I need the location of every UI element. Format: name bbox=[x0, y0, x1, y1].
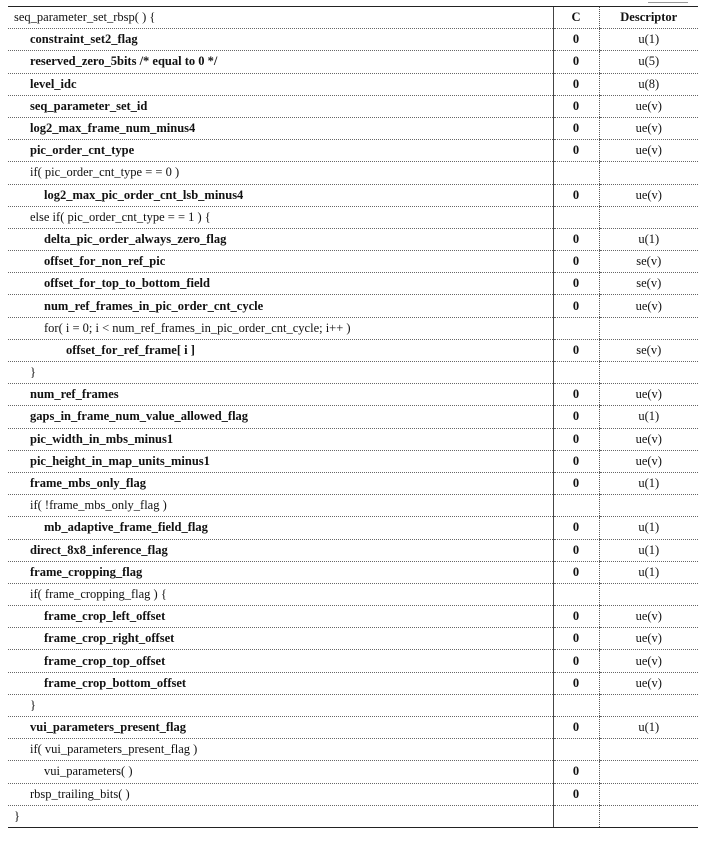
descriptor-cell: ue(v) bbox=[599, 428, 698, 450]
descriptor-cell bbox=[599, 362, 698, 384]
descriptor-cell bbox=[599, 162, 698, 184]
syntax-cell: seq_parameter_set_id bbox=[8, 95, 553, 117]
c-cell bbox=[553, 694, 599, 716]
syntax-cell: reserved_zero_5bits /* equal to 0 */ bbox=[8, 51, 553, 73]
c-cell bbox=[553, 162, 599, 184]
c-cell: 0 bbox=[553, 606, 599, 628]
c-cell bbox=[553, 206, 599, 228]
descriptor-cell: ue(v) bbox=[599, 650, 698, 672]
table-row bbox=[8, 140, 698, 162]
c-cell: 0 bbox=[553, 140, 599, 162]
syntax-cell: vui_parameters_present_flag bbox=[8, 717, 553, 739]
table-row bbox=[8, 95, 698, 117]
table-row bbox=[8, 29, 698, 51]
table-row bbox=[8, 561, 698, 583]
c-cell: 0 bbox=[553, 628, 599, 650]
table-row bbox=[8, 583, 698, 605]
c-cell: 0 bbox=[553, 384, 599, 406]
c-cell: 0 bbox=[553, 29, 599, 51]
descriptor-cell bbox=[599, 739, 698, 761]
table-row bbox=[8, 650, 698, 672]
table-row bbox=[8, 672, 698, 694]
table-header-row bbox=[8, 7, 698, 29]
syntax-cell: num_ref_frames bbox=[8, 384, 553, 406]
c-cell: 0 bbox=[553, 73, 599, 95]
table-row bbox=[8, 783, 698, 805]
syntax-cell: vui_parameters( ) bbox=[8, 761, 553, 783]
syntax-cell: else if( pic_order_cnt_type = = 1 ) { bbox=[8, 206, 553, 228]
descriptor-cell: se(v) bbox=[599, 339, 698, 361]
table-row bbox=[8, 317, 698, 339]
table-row bbox=[8, 628, 698, 650]
syntax-cell: frame_crop_bottom_offset bbox=[8, 672, 553, 694]
syntax-cell: frame_crop_right_offset bbox=[8, 628, 553, 650]
syntax-cell: if( pic_order_cnt_type = = 0 ) bbox=[8, 162, 553, 184]
descriptor-cell: ue(v) bbox=[599, 672, 698, 694]
document-page bbox=[8, 6, 698, 828]
table-row bbox=[8, 717, 698, 739]
descriptor-cell bbox=[599, 694, 698, 716]
descriptor-cell: ue(v) bbox=[599, 384, 698, 406]
table-row bbox=[8, 406, 698, 428]
descriptor-cell: u(1) bbox=[599, 472, 698, 494]
syntax-cell: rbsp_trailing_bits( ) bbox=[8, 783, 553, 805]
descriptor-cell: se(v) bbox=[599, 251, 698, 273]
descriptor-cell: u(1) bbox=[599, 539, 698, 561]
descriptor-cell: ue(v) bbox=[599, 95, 698, 117]
c-cell bbox=[553, 317, 599, 339]
header-syntax: seq_parameter_set_rbsp( ) { bbox=[8, 7, 553, 29]
syntax-cell: log2_max_frame_num_minus4 bbox=[8, 117, 553, 139]
c-cell bbox=[553, 805, 599, 827]
syntax-cell: frame_crop_top_offset bbox=[8, 650, 553, 672]
syntax-cell: for( i = 0; i < num_ref_frames_in_pic_order_cnt_cycle; i++ ) bbox=[8, 317, 553, 339]
descriptor-cell: u(1) bbox=[599, 517, 698, 539]
c-cell: 0 bbox=[553, 339, 599, 361]
descriptor-cell: ue(v) bbox=[599, 606, 698, 628]
syntax-cell: direct_8x8_inference_flag bbox=[8, 539, 553, 561]
table-row bbox=[8, 339, 698, 361]
descriptor-cell: u(1) bbox=[599, 406, 698, 428]
descriptor-cell bbox=[599, 495, 698, 517]
c-cell: 0 bbox=[553, 450, 599, 472]
c-cell: 0 bbox=[553, 273, 599, 295]
syntax-cell: constraint_set2_flag bbox=[8, 29, 553, 51]
descriptor-cell bbox=[599, 583, 698, 605]
descriptor-cell bbox=[599, 761, 698, 783]
descriptor-cell: u(1) bbox=[599, 29, 698, 51]
syntax-cell: gaps_in_frame_num_value_allowed_flag bbox=[8, 406, 553, 428]
syntax-cell: delta_pic_order_always_zero_flag bbox=[8, 228, 553, 250]
descriptor-cell: ue(v) bbox=[599, 628, 698, 650]
c-cell: 0 bbox=[553, 717, 599, 739]
table-row bbox=[8, 539, 698, 561]
c-cell: 0 bbox=[553, 95, 599, 117]
table-row bbox=[8, 495, 698, 517]
top-rule-mark bbox=[648, 2, 688, 6]
table-row bbox=[8, 295, 698, 317]
c-cell: 0 bbox=[553, 672, 599, 694]
syntax-cell: } bbox=[8, 694, 553, 716]
syntax-cell: frame_mbs_only_flag bbox=[8, 472, 553, 494]
header-c: C bbox=[553, 7, 599, 29]
descriptor-cell: ue(v) bbox=[599, 295, 698, 317]
descriptor-cell: u(5) bbox=[599, 51, 698, 73]
descriptor-cell: ue(v) bbox=[599, 117, 698, 139]
descriptor-cell bbox=[599, 805, 698, 827]
descriptor-cell: ue(v) bbox=[599, 184, 698, 206]
syntax-cell: level_idc bbox=[8, 73, 553, 95]
descriptor-cell: u(8) bbox=[599, 73, 698, 95]
table-row bbox=[8, 162, 698, 184]
c-cell bbox=[553, 362, 599, 384]
table-row bbox=[8, 273, 698, 295]
table-row bbox=[8, 228, 698, 250]
table-row bbox=[8, 450, 698, 472]
syntax-cell: offset_for_top_to_bottom_field bbox=[8, 273, 553, 295]
table-row bbox=[8, 472, 698, 494]
syntax-table bbox=[8, 6, 698, 828]
header-descriptor: Descriptor bbox=[599, 7, 698, 29]
c-cell: 0 bbox=[553, 251, 599, 273]
syntax-cell: if( !frame_mbs_only_flag ) bbox=[8, 495, 553, 517]
table-row bbox=[8, 805, 698, 827]
table-row bbox=[8, 362, 698, 384]
descriptor-cell bbox=[599, 317, 698, 339]
c-cell: 0 bbox=[553, 295, 599, 317]
table-row bbox=[8, 251, 698, 273]
syntax-cell: pic_order_cnt_type bbox=[8, 140, 553, 162]
descriptor-cell: ue(v) bbox=[599, 450, 698, 472]
c-cell: 0 bbox=[553, 428, 599, 450]
syntax-cell: num_ref_frames_in_pic_order_cnt_cycle bbox=[8, 295, 553, 317]
c-cell: 0 bbox=[553, 472, 599, 494]
table-row bbox=[8, 606, 698, 628]
table-row bbox=[8, 384, 698, 406]
c-cell: 0 bbox=[553, 184, 599, 206]
c-cell: 0 bbox=[553, 561, 599, 583]
descriptor-cell: u(1) bbox=[599, 561, 698, 583]
descriptor-cell bbox=[599, 783, 698, 805]
descriptor-cell: se(v) bbox=[599, 273, 698, 295]
table-row bbox=[8, 73, 698, 95]
syntax-cell: frame_crop_left_offset bbox=[8, 606, 553, 628]
table-row bbox=[8, 761, 698, 783]
syntax-cell: if( frame_cropping_flag ) { bbox=[8, 583, 553, 605]
c-cell: 0 bbox=[553, 117, 599, 139]
c-cell: 0 bbox=[553, 406, 599, 428]
table-row bbox=[8, 184, 698, 206]
c-cell: 0 bbox=[553, 650, 599, 672]
table-row bbox=[8, 51, 698, 73]
c-cell: 0 bbox=[553, 783, 599, 805]
descriptor-cell: ue(v) bbox=[599, 140, 698, 162]
table-row bbox=[8, 517, 698, 539]
syntax-cell: if( vui_parameters_present_flag ) bbox=[8, 739, 553, 761]
c-cell: 0 bbox=[553, 51, 599, 73]
syntax-cell: } bbox=[8, 805, 553, 827]
c-cell: 0 bbox=[553, 517, 599, 539]
syntax-cell: mb_adaptive_frame_field_flag bbox=[8, 517, 553, 539]
c-cell bbox=[553, 495, 599, 517]
table-row bbox=[8, 694, 698, 716]
descriptor-cell bbox=[599, 206, 698, 228]
descriptor-cell: u(1) bbox=[599, 717, 698, 739]
table-row bbox=[8, 739, 698, 761]
c-cell: 0 bbox=[553, 228, 599, 250]
c-cell bbox=[553, 739, 599, 761]
table-row bbox=[8, 206, 698, 228]
syntax-cell: } bbox=[8, 362, 553, 384]
syntax-cell: pic_width_in_mbs_minus1 bbox=[8, 428, 553, 450]
syntax-cell: log2_max_pic_order_cnt_lsb_minus4 bbox=[8, 184, 553, 206]
c-cell: 0 bbox=[553, 539, 599, 561]
c-cell bbox=[553, 583, 599, 605]
syntax-cell: offset_for_ref_frame[ i ] bbox=[8, 339, 553, 361]
descriptor-cell: u(1) bbox=[599, 228, 698, 250]
table-row bbox=[8, 428, 698, 450]
syntax-cell: frame_cropping_flag bbox=[8, 561, 553, 583]
c-cell: 0 bbox=[553, 761, 599, 783]
syntax-cell: pic_height_in_map_units_minus1 bbox=[8, 450, 553, 472]
table-row bbox=[8, 117, 698, 139]
syntax-cell: offset_for_non_ref_pic bbox=[8, 251, 553, 273]
